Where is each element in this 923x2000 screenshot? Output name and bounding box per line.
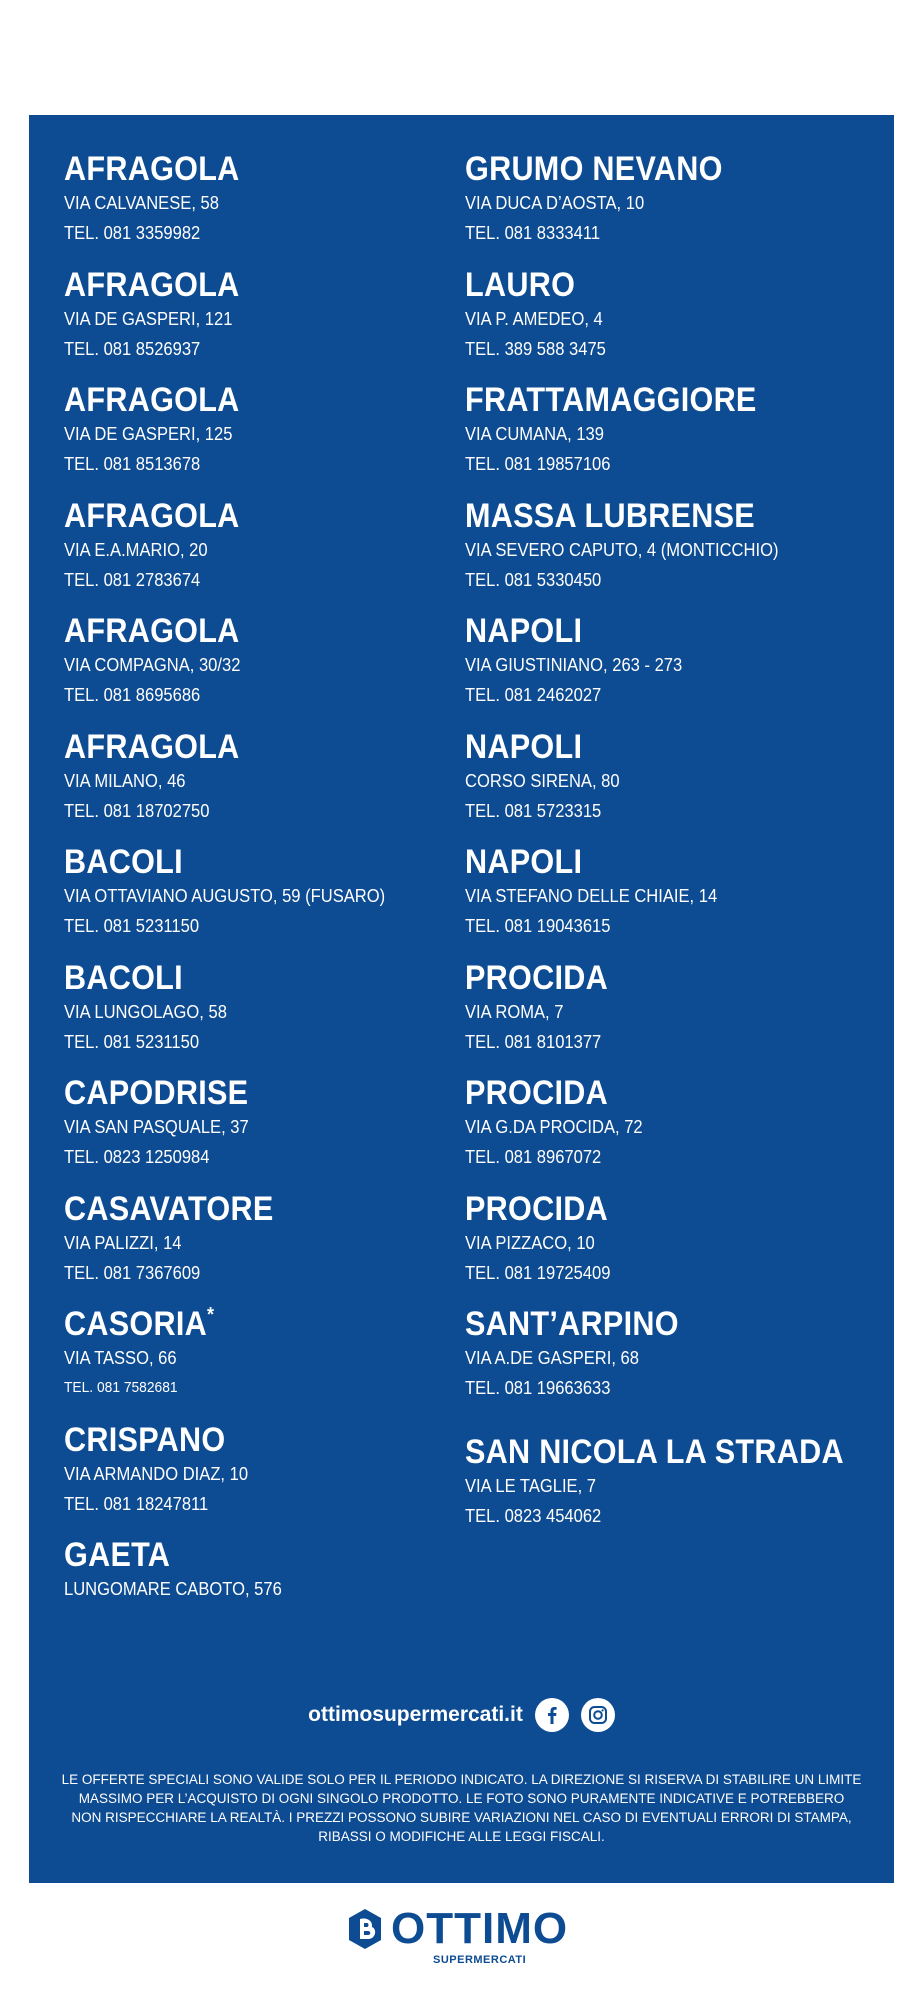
store-address: VIA ARMANDO DIAZ, 10 — [64, 1463, 249, 1484]
disclaimer-line: MASSIMO PER L’ACQUISTO DI OGNI SINGOLO PRODOTTO. LE FOTO SONO PURAMENTE INDICATIVE E POTREBBERO — [78, 1791, 845, 1806]
store-city: PROCIDA — [465, 1189, 609, 1228]
store-phone: TEL. 081 2462027 — [465, 685, 602, 705]
store-city: AFRAGOLA — [64, 381, 240, 419]
store-address: VIA TASSO, 66 — [64, 1348, 177, 1368]
ottimo-emblem-icon — [345, 1907, 385, 1951]
store-entry — [64, 959, 454, 1075]
store-address: VIA COMPAGNA, 30/32 — [64, 655, 241, 675]
store-entry — [465, 1074, 885, 1190]
store-city: CAPODRISE — [64, 1074, 249, 1112]
store-column-right — [465, 150, 885, 1549]
store-phone: TEL. 081 19043615 — [465, 916, 611, 936]
store-city: AFRAGOLA — [64, 612, 240, 650]
store-city-asterisk: * — [207, 1304, 215, 1326]
store-address: VIA E.A.MARIO, 20 — [64, 539, 208, 560]
store-phone: TEL. 081 18247811 — [64, 1493, 209, 1514]
store-entry — [64, 381, 454, 497]
store-phone: TEL. 081 5723315 — [465, 800, 602, 821]
store-city: PROCIDA — [465, 958, 609, 997]
store-city: AFRAGOLA — [64, 727, 240, 766]
disclaimer-line: LE OFFERTE SPECIALI SONO VALIDE SOLO PER IL PERIODO INDICATO. LA DIREZIONE SI RISERVA DI STABILIRE UN LIMITE — [61, 1772, 862, 1787]
store-phone: TEL. 081 8695686 — [64, 685, 201, 705]
store-entry — [64, 497, 454, 613]
store-address: VIA DUCA D’AOSTA, 10 — [465, 193, 645, 213]
store-phone: TEL. 081 7582681 — [64, 1379, 178, 1396]
store-entry — [64, 266, 454, 382]
store-phone: TEL. 081 8513678 — [64, 454, 201, 474]
store-entry — [465, 728, 885, 844]
facebook-icon[interactable] — [535, 1698, 569, 1732]
store-entry — [465, 1433, 885, 1549]
store-entry — [465, 497, 885, 613]
store-address: VIA G.DA PROCIDA, 72 — [465, 1117, 643, 1137]
footer-links — [29, 1698, 894, 1732]
store-entry — [465, 959, 885, 1075]
store-city: BACOLI — [64, 958, 183, 997]
store-phone: TEL. 081 2783674 — [64, 569, 201, 590]
store-phone: TEL. 0823 1250984 — [64, 1147, 210, 1167]
store-phone: TEL. 081 8526937 — [64, 338, 201, 359]
store-phone: TEL. 081 5231150 — [64, 1031, 200, 1052]
store-city: NAPOLI — [465, 612, 583, 650]
ottimo-logo — [345, 1905, 585, 1975]
store-city: PROCIDA — [465, 1074, 609, 1112]
store-phone: TEL. 389 588 3475 — [465, 338, 606, 359]
logo-tagline: SUPERMERCATI — [433, 1954, 527, 1966]
store-address: VIA DE GASPERI, 121 — [64, 308, 233, 329]
store-address: CORSO SIRENA, 80 — [465, 770, 620, 791]
store-address: VIA MILANO, 46 — [64, 770, 186, 791]
store-city: FRATTAMAGGIORE — [465, 381, 757, 419]
store-address: VIA DE GASPERI, 125 — [64, 424, 233, 444]
logo-mark — [345, 1905, 568, 1953]
store-address: VIA LUNGOLAGO, 58 — [64, 1001, 227, 1022]
store-city: CASAVATORE — [64, 1189, 274, 1228]
disclaimer-line: NON RISPECCHIARE LA REALTÀ. I PREZZI POSSONO SUBIRE VARIAZIONI NEL CASO DI EVENTUALI ERRORI DI STAMPA, — [71, 1810, 852, 1825]
store-city: LAURO — [465, 265, 576, 304]
store-entry — [64, 612, 454, 728]
store-address: LUNGOMARE CABOTO, 576 — [64, 1579, 282, 1599]
store-address: VIA CALVANESE, 58 — [64, 193, 219, 213]
store-city: GRUMO NEVANO — [465, 150, 723, 188]
store-phone: TEL. 081 19725409 — [465, 1262, 611, 1283]
store-city: AFRAGOLA — [64, 265, 240, 304]
store-address: VIA LE TAGLIE, 7 — [465, 1476, 597, 1496]
store-phone: TEL. 081 8101377 — [465, 1031, 602, 1052]
store-phone: TEL. 081 5231150 — [64, 916, 200, 936]
store-entry — [64, 1536, 454, 1652]
store-phone: TEL. 081 3359982 — [64, 223, 201, 243]
store-entry — [465, 1305, 885, 1433]
store-address: VIA P. AMEDEO, 4 — [465, 308, 603, 329]
store-address: VIA CUMANA, 139 — [465, 424, 604, 444]
store-city: GAETA — [64, 1536, 171, 1574]
store-entry — [64, 843, 454, 959]
store-address: VIA SEVERO CAPUTO, 4 (MONTICCHIO) — [465, 539, 779, 560]
store-entry — [64, 1305, 454, 1421]
store-phone: TEL. 081 8333411 — [465, 223, 601, 243]
store-phone: TEL. 081 5330450 — [465, 569, 602, 590]
disclaimer-line: RIBASSI O MODIFICHE ALLE LEGGI FISCALI. — [318, 1829, 605, 1844]
store-address: VIA OTTAVIANO AUGUSTO, 59 (FUSARO) — [64, 886, 386, 906]
store-entry — [465, 843, 885, 959]
store-column-left — [64, 150, 454, 1652]
legal-disclaimer — [49, 1770, 874, 1846]
store-city-name: CASORIA — [64, 1305, 208, 1343]
store-city: MASSA LUBRENSE — [465, 496, 755, 535]
store-entry — [64, 1190, 454, 1306]
store-entry — [64, 1421, 454, 1537]
store-city: SAN NICOLA LA STRADA — [465, 1433, 844, 1471]
store-phone: TEL. 081 18702750 — [64, 800, 210, 821]
store-entry — [465, 1190, 885, 1306]
store-address: VIA GIUSTINIANO, 263 - 273 — [465, 655, 683, 675]
store-city: AFRAGOLA — [64, 496, 240, 535]
store-address: VIA ROMA, 7 — [465, 1001, 564, 1022]
store-list-panel — [29, 115, 894, 1883]
store-entry — [64, 728, 454, 844]
store-address: VIA PALIZZI, 14 — [64, 1232, 182, 1253]
logo-wordmark: OTTIMO — [391, 1904, 569, 1953]
store-city — [64, 1305, 415, 1343]
store-entry — [465, 381, 885, 497]
store-city: BACOLI — [64, 843, 183, 881]
store-entry — [465, 266, 885, 382]
store-city: CRISPANO — [64, 1420, 226, 1459]
store-entry — [465, 612, 885, 728]
store-entry — [64, 1074, 454, 1190]
store-address: VIA A.DE GASPERI, 68 — [465, 1348, 639, 1368]
store-city: NAPOLI — [465, 727, 583, 766]
website-link[interactable]: ottimosupermercati.it — [308, 1703, 523, 1726]
store-phone: TEL. 081 8967072 — [465, 1147, 602, 1167]
store-address: VIA SAN PASQUALE, 37 — [64, 1117, 249, 1137]
store-phone: TEL. 081 19663633 — [465, 1378, 611, 1398]
store-address: VIA PIZZACO, 10 — [465, 1232, 595, 1253]
store-city: SANT’ARPINO — [465, 1305, 679, 1343]
store-city: AFRAGOLA — [64, 150, 240, 188]
store-phone: TEL. 081 7367609 — [64, 1262, 201, 1283]
store-phone: TEL. 0823 454062 — [465, 1506, 602, 1526]
store-phone: TEL. 081 19857106 — [465, 454, 611, 474]
store-entry — [465, 150, 885, 266]
store-address: VIA STEFANO DELLE CHIAIE, 14 — [465, 886, 718, 906]
store-city: NAPOLI — [465, 843, 583, 881]
instagram-icon[interactable] — [581, 1698, 615, 1732]
store-entry — [64, 150, 454, 266]
